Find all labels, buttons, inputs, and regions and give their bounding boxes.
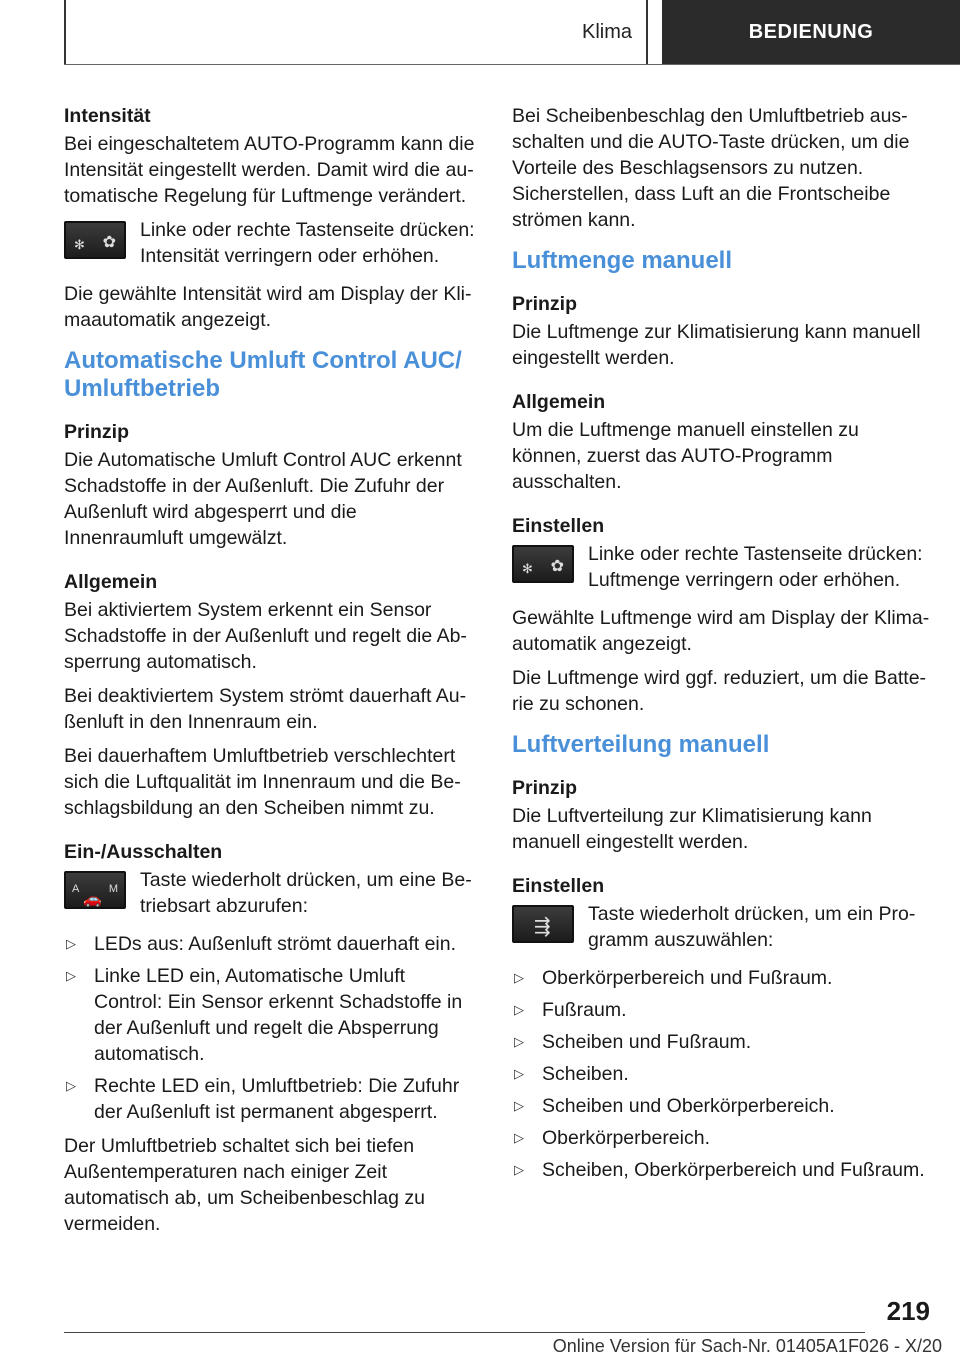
paragraph-beschlag: Bei Scheibenbeschlag den Umluftbetrieb ausschalten und die AUTO-Taste drücken, um die Vorteile des Beschlagsensors zu nutzen. Sicherstellen, dass Luft an die Frontscheibe strömen kann. [512,105,910,231]
fan-small-icon: ✻ [522,561,533,576]
air-distribution-list [512,965,930,1183]
paragraph-tiefe-temperaturen: Der Umluftbetrieb schaltet sich bei tiefen Außentemperaturen nach einiger Zeit automatisch ab, um Scheibenbeschlag zu vermeiden. [64,1135,425,1235]
paragraph-prinzip-verteilung: Die Luftverteilung zur Klimatisierung kann manuell eingestellt werden. [512,805,872,853]
bullet-triangle-icon: ▷ [514,1098,524,1113]
fan-small-icon: ✻ [74,237,85,252]
section-title-luftmenge: Luftmenge manuell [512,247,733,274]
header-section-label: Klima [581,20,632,43]
bullet-triangle-icon: ▷ [514,1034,524,1049]
heading-allgemein: Allgemein [64,571,158,593]
fan-large-icon: ✿ [102,234,116,251]
fan-button-row [64,217,478,269]
list-item: ▷ Scheiben, Oberkörperbereich und Fußraum. [514,1159,925,1181]
heading-intensitaet: Intensität [64,105,151,127]
fan-button-text-2: Linke oder rechte Tastenseite drücken: Luftmenge verringern oder erhöhen. [588,543,923,591]
section-title-auc: Automatische Umluft Control AUC/ Umluftbetrieb [64,347,462,402]
car-recirculation-icon: 🚗 [83,891,102,908]
airflow-button-row [512,901,930,953]
heading-prinzip: Prinzip [64,421,130,443]
list-item: ▷ Oberkörperbereich und Fußraum. [514,967,833,989]
heading-einstellen-2: Einstellen [512,875,605,897]
fan-rocker-button-icon [64,221,126,259]
paragraph-prinzip-luftmenge: Die Luftmenge zur Klimatisierung kann manuell eingestellt werden. [512,321,921,369]
auc-button-icon [64,871,126,909]
footer-rule [64,1332,865,1333]
fan-large-icon: ✿ [550,558,564,575]
paragraph-batterie: Die Luftmenge wird ggf. reduziert, um die Batterie zu schonen. [512,667,927,715]
list-item: ▷ Scheiben und Fußraum. [514,1031,752,1053]
list-item: ▷ Rechte LED ein, Umluftbetrieb: Die Zufuhr der Außenluft ist permanent abgesperrt. [66,1075,460,1123]
airflow-icon: ⇶ [534,916,551,938]
header-rule [64,64,960,65]
fan-button-text: Linke oder rechte Tastenseite drücken: Intensität verringern oder erhöhen. [140,219,475,267]
bullet-triangle-icon: ▷ [514,1066,524,1081]
list-item: ▷ Scheiben. [514,1063,629,1085]
fan-rocker-button-icon [512,545,574,583]
list-item: ▷ LEDs aus: Außenluft strömt dauerhaft ein. [66,933,457,955]
paragraph-gewaehlt: Gewählte Luftmenge wird am Display der Klimaautomatik angezeigt. [512,607,930,655]
bullet-triangle-icon: ▷ [514,970,524,985]
section-title-luftverteilung: Luftverteilung manuell [512,731,770,758]
airflow-button-text: Taste wiederholt drücken, um ein Programm auszuwählen: [588,903,916,951]
header-section-tab [64,0,648,64]
auc-a-label: A [72,883,80,895]
bullet-triangle-icon: ▷ [66,936,76,951]
page-number: 219 [886,1296,930,1326]
heading-prinzip-2: Prinzip [512,777,578,799]
list-item: ▷ Linke LED ein, Automatische Umluft Control: Ein Sensor erkennt Schadstoffe in der Außenluft und regelt die Absperrung automatisch. [66,965,463,1065]
auc-button-text: Taste wiederholt drücken, um eine Betriebsart abzurufen: [140,869,472,917]
list-item: ▷ Oberkörperbereich. [514,1127,710,1149]
header-chapter-label: BEDIENUNG [748,20,874,43]
paragraph-prinzip: Die Automatische Umluft Control AUC erkennt Schadstoffe in der Außenluft. Die Zufuhr der Außenluft wird abgesperrt und die Innenraumluft umgewälzt. [64,449,462,549]
paragraph-allgemein-2: Bei deaktiviertem System strömt dauerhaft Außenluft in den Innenraum ein. [64,685,467,733]
paragraph-intensitaet: Bei eingeschaltetem AUTO-Programm kann die Intensität eingestellt werden. Damit wird die automatische Regelung für Luftmenge verändert. [64,133,475,207]
fan-button-row-2 [512,541,930,593]
air-distribution-button-icon [512,905,574,943]
list-item: ▷ Scheiben und Oberkörperbereich. [514,1095,835,1117]
right-column [512,103,930,1191]
list-item: ▷ Fußraum. [514,999,627,1021]
paragraph-allgemein-luftmenge: Um die Luftmenge manuell einstellen zu können, zuerst das AUTO-Programm ausschalten. [512,419,859,493]
bullet-triangle-icon: ▷ [514,1002,524,1017]
auc-mode-list [64,931,478,1125]
left-column [64,103,478,1245]
paragraph-allgemein-1: Bei aktiviertem System erkennt ein Sensor Schadstoffe in der Außenluft und regelt die Absperrung automatisch. [64,599,467,673]
bullet-triangle-icon: ▷ [66,968,76,983]
paragraph-allgemein-3: Bei dauerhaftem Umluftbetrieb verschlechtert sich die Luftqualität im Innenraum und die Beschlagsbildung an den Scheiben nimmt zu. [64,745,461,819]
paragraph-display: Die gewählte Intensität wird am Display der Klimaautomatik angezeigt. [64,283,472,331]
bullet-triangle-icon: ▷ [514,1162,524,1177]
heading-einstellen: Einstellen [512,515,605,537]
footer-version-text: Online Version für Sach-Nr. 01405A1F026 - X/20 [552,1336,942,1356]
auc-m-label: M [108,883,118,895]
bullet-triangle-icon: ▷ [514,1130,524,1145]
heading-prinzip: Prinzip [512,293,578,315]
header-chapter-tab [662,0,960,64]
auc-button-row [64,867,478,919]
heading-ein-ausschalten: Ein-/Ausschalten [64,841,223,863]
heading-allgemein: Allgemein [512,391,606,413]
bullet-triangle-icon: ▷ [66,1078,76,1093]
